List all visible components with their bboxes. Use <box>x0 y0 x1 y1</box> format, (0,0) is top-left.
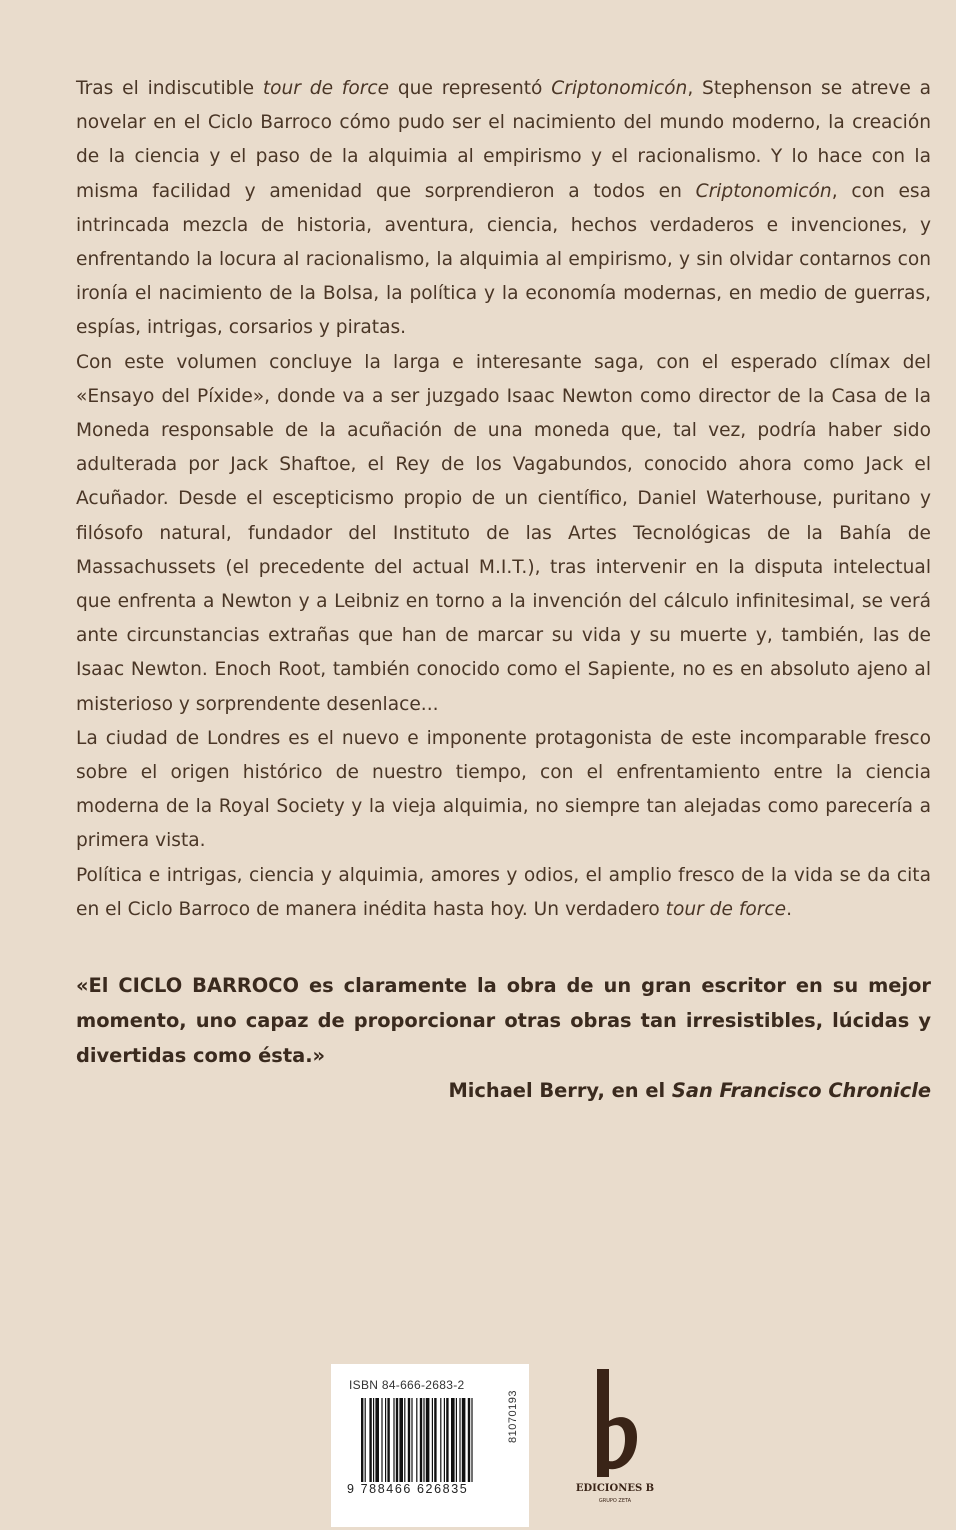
barcode-bar <box>451 1398 455 1482</box>
barcode-bar <box>393 1398 394 1482</box>
review-quote <box>76 968 931 1108</box>
barcode-bar <box>446 1398 448 1482</box>
quote-attribution <box>76 1073 931 1108</box>
text-run: , con esa intrincada mezcla de historia, aventura, ciencia, hechos verdaderos e invenciones, y enfrentando la locura al racionalismo, la alquimia al empirismo, y sin olvidar contarnos con ironía el nacimiento de la Bolsa, la política y la economía modernas, en medio de guerras, espías, intrigas, corsarios y piratas. <box>76 180 931 339</box>
text-run: Política e intrigas, ciencia y alquimia, amores y odios, el amplio fresco de la vida se da cita en el Ciclo Barroco de manera inédita hasta hoy. Un verdadero <box>76 864 931 920</box>
publisher-logo <box>575 1365 655 1520</box>
barcode-bar <box>468 1398 470 1482</box>
barcode-bar <box>399 1398 403 1482</box>
synopsis-paragraph-3: La ciudad de Londres es el nuevo e imponente protagonista de este incomparable fresco sobre el origen histórico de nuestro tiempo, con el enfrentamiento entre la ciencia moderna de la Royal Society y la vieja alquimia, no siempre tan alejadas como parecería a primera vista. <box>76 727 931 852</box>
barcode-bar <box>361 1398 363 1482</box>
side-code: 81070193 <box>507 1390 519 1443</box>
barcode-bar <box>420 1398 422 1482</box>
barcode-bar <box>396 1398 398 1482</box>
italic-title: tour de force <box>665 898 787 920</box>
publisher-name: EDICIONES B <box>575 1483 655 1494</box>
publisher-b-mark-icon <box>575 1365 655 1483</box>
synopsis-paragraph-4 <box>76 859 931 927</box>
barcode-bar <box>456 1398 457 1482</box>
barcode-bar <box>365 1398 366 1482</box>
ean-digits: 9 788466 626835 <box>347 1482 469 1496</box>
barcode-bar <box>434 1398 436 1482</box>
barcode-bar <box>444 1398 445 1482</box>
synopsis-paragraph-2: Con este volumen concluye la larga e interesante saga, con el esperado clímax del «Ensayo del Píxide», donde va a ser juzgado Isaac Newton como director de la Casa de la Moneda responsable de la acuñación de una moneda que, tal vez, podría haber sido adulterada por Jack Shaftoe, el Rey de los Vagabundos, conocido ahora como Jack el Acuñador. Desde el escepticismo propio de un científico, Daniel Waterhouse, puritano y filósofo natural, fundador del Instituto de las Artes Tecnológicas de la Bahía de Massachussets (el precedente del actual M.I.T.), tras intervenir en la disputa intelectual que enfrenta a Newton y a Leibniz en torno a la invención del cálculo infinitesimal, se verá ante circunstancias extrañas que han de marcar su vida y su muerte y, también, las de Isaac Newton. Enoch Root, también conocido como el Sapiente, no es en absoluto ajeno al misterioso y sorprendente desenlace... <box>76 351 931 715</box>
barcode-bar <box>381 1398 382 1482</box>
barcode-bar <box>385 1398 386 1482</box>
publisher-group: GRUPO ZETA <box>598 1498 632 1504</box>
barcode-bar <box>411 1398 412 1482</box>
barcode-bar <box>387 1398 389 1482</box>
barcode-bar <box>459 1398 460 1482</box>
text-run: . <box>786 898 792 920</box>
barcode-panel <box>331 1364 529 1527</box>
barcode-bar <box>373 1398 374 1482</box>
italic-title: tour de force <box>262 78 390 99</box>
text-run: , Stephenson se atreve a novelar en el Ciclo Barroco cómo pudo ser el nacimiento del mundo moderno, la creación de la ciencia y el paso de la alquimia al empirismo y el racionalismo. Y lo hace con la misma facilidad y amenidad que sorprendieron a todos en <box>76 78 931 202</box>
barcode-bar <box>432 1398 433 1482</box>
barcode-bars <box>361 1398 501 1482</box>
text-run: Tras el indiscutible <box>76 78 263 99</box>
synopsis-paragraph-1 <box>76 72 931 346</box>
italic-title: Criptonomicón <box>551 78 688 99</box>
attribution-author: Michael Berry, en el <box>448 1079 672 1102</box>
isbn-label: ISBN 84-666-2683-2 <box>349 1378 465 1392</box>
barcode-bar <box>369 1398 371 1482</box>
text-run: que representó <box>389 78 552 99</box>
quote-text: «El CICLO BARROCO es claramente la obra de un gran escritor en su mejor momento, uno capaz de proporcionar otras obras tan irresistibles, lúcidas y divertidas como ésta.» <box>76 974 931 1067</box>
barcode-bar <box>423 1398 424 1482</box>
barcode-bar <box>440 1398 441 1482</box>
italic-title: Criptonomicón <box>695 180 832 202</box>
attribution-source: San Francisco Chronicle <box>671 1079 931 1102</box>
barcode-bar <box>404 1398 405 1482</box>
barcode-bar <box>471 1398 472 1482</box>
barcode-bar <box>462 1398 466 1482</box>
barcode-bar <box>416 1398 417 1482</box>
barcode-bar <box>408 1398 410 1482</box>
synopsis <box>76 72 931 927</box>
barcode-bar <box>375 1398 379 1482</box>
barcode-bar <box>426 1398 430 1482</box>
